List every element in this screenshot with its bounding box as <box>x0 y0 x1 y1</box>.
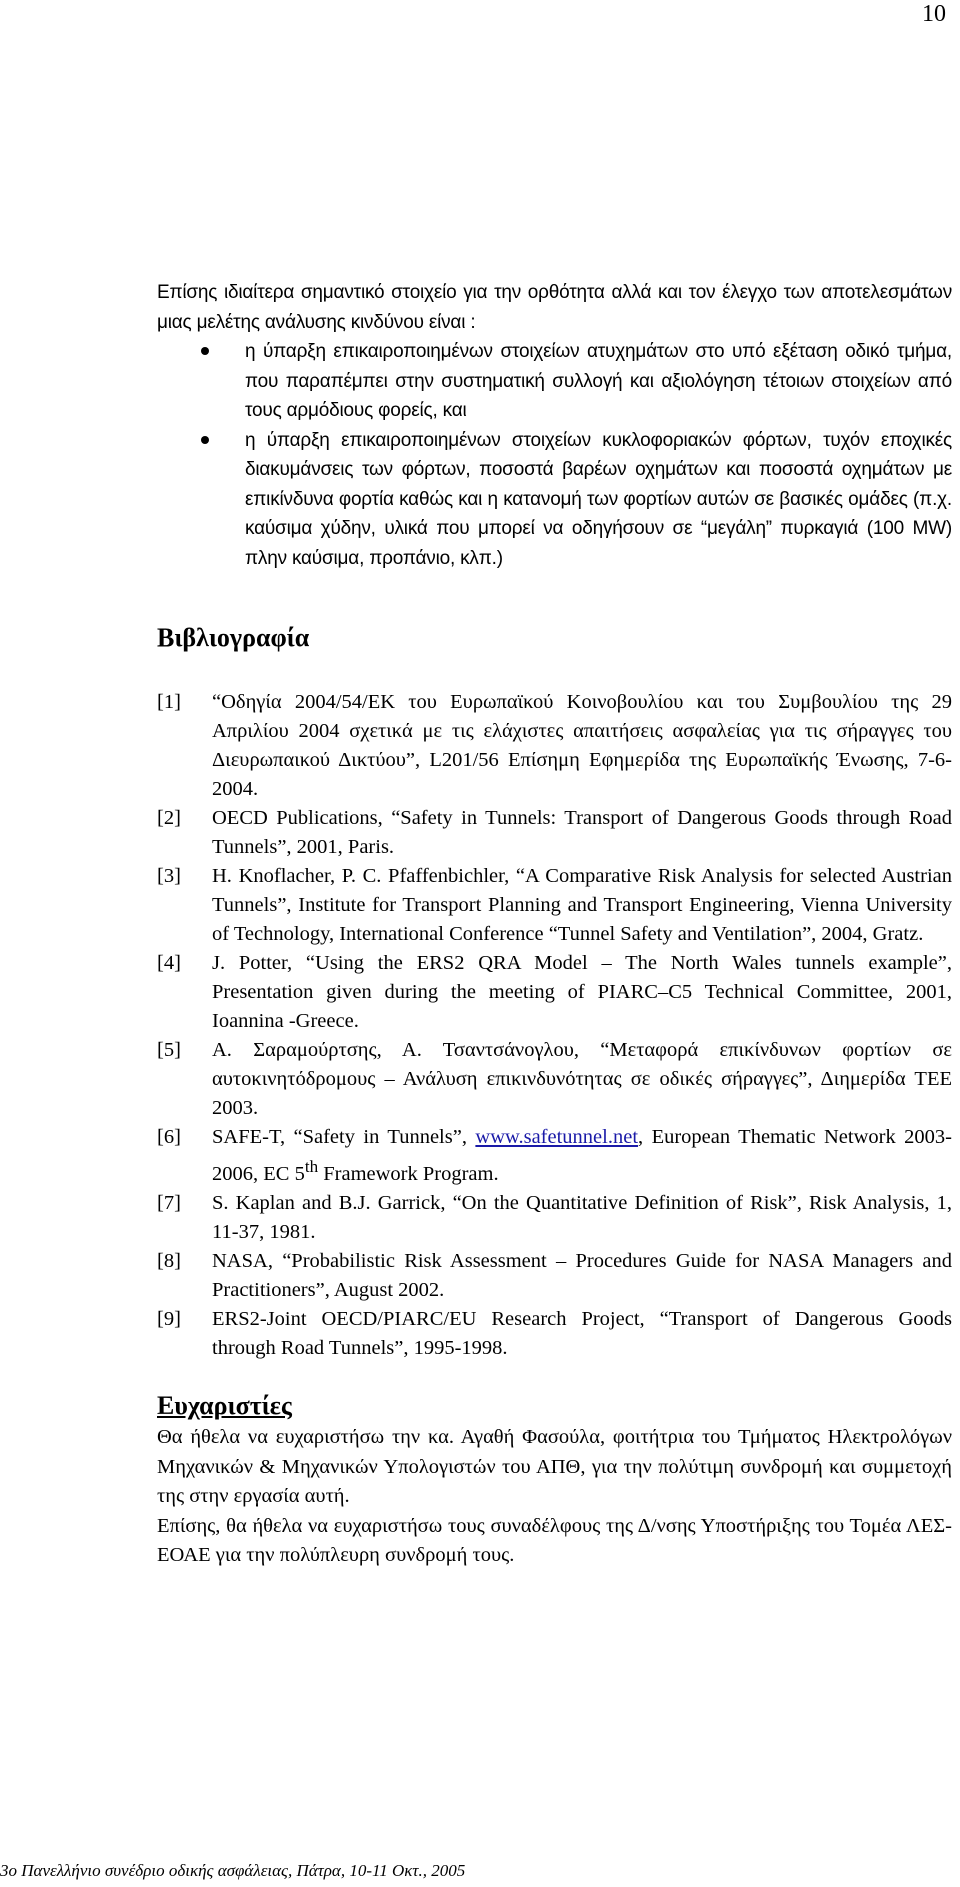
reference-text: “Οδηγία 2004/54/ΕΚ του Ευρωπαϊκού Κοινοβουλίου και του Συμβουλίου της 29 Απριλίου 2004 σχετικά με τις ελάχιστες απαιτήσεις ασφαλείας για τις σήραγγες του Διευρωπαικού Δικτύου”, L201/56 Επίσημη Εφημερίδα της Ευρωπαϊκής Ένωσης, 7-6-2004. <box>212 691 952 800</box>
reference-item <box>157 1189 952 1247</box>
acknowledgements-paragraph: Επίσης, θα ήθελα να ευχαριστήσω τους συναδέλφους της Δ/νσης Υποστήριξης του Τομέα ΛΕΣ-ΕΟΑΕ για την πολύπλευρη συνδρομή τους. <box>157 1514 952 1566</box>
bullet-list <box>157 337 952 573</box>
reference-number: [4] <box>157 952 181 974</box>
reference-item <box>157 1123 952 1189</box>
bullet-dot-icon <box>201 436 209 444</box>
reference-text: J. Potter, “Using the ERS2 QRA Model – The North Wales tunnels example”, Presentation given during the meeting of PIARC–C5 Technical Committee, 2001, Ioannina -Greece. <box>212 952 952 1032</box>
reference-item <box>157 804 952 862</box>
intro-paragraph: Επίσης ιδιαίτερα σημαντικό στοιχείο για την ορθότητα αλλά και τον έλεγχο των αποτελεσμάτων μιας μελέτης ανάλυσης κινδύνου είναι : <box>157 282 952 333</box>
reference-text-start: SAFE-T, “Safety in Tunnels”, <box>212 1126 476 1148</box>
references-list <box>157 688 952 1363</box>
reference-text: S. Kaplan and B.J. Garrick, “On the Quantitative Definition of Risk”, Risk Analysis, 1, 11-37, 1981. <box>212 1191 952 1243</box>
acknowledgements-heading: Ευχαριστίες <box>157 1391 292 1420</box>
reference-number: [6] <box>157 1126 181 1148</box>
acknowledgements-section <box>157 1423 952 1571</box>
reference-text: OECD Publications, “Safety in Tunnels: Transport of Dangerous Goods through Road Tunnels”, 2001, Paris. <box>212 807 952 858</box>
reference-item <box>157 1247 952 1305</box>
reference-number: [8] <box>157 1249 181 1272</box>
reference-text: Α. Σαραμούρτσης, Α. Τσαντσάνογλου, “Μεταφορά επικίνδυνων φορτίων σε αυτοκινητόδρομους – Ανάλυση επικινδυνότητας σε οδικές σήραγγες”, Διημερίδα ΤΕΕ 2003. <box>212 1039 952 1119</box>
safetunnel-link[interactable]: www.safetunnel.net <box>475 1126 639 1148</box>
reference-text-end: Framework Program. <box>318 1162 499 1185</box>
reference-item <box>157 1305 952 1363</box>
bullet-text: η ύπαρξη επικαιροποιημένων στοιχείων κυκλοφοριακών φόρτων, τυχόν εποχικές διακυμάνσεις των φόρτων, ποσοστά βαρέων οχημάτων και ποσοστά οχημάτων με επικίνδυνα φορτία καθώς και η κατανομή των φορτίων αυτών σε βασικές ομάδες (π.χ. καύσιμα χύδην, υλικά που μπορεί να οδηγήσουν σε “μεγάλη” πυρκαγιά (100 MW) πλην καύσιμα, προπάνιο, κλπ.) <box>245 429 952 569</box>
intro-section <box>157 278 952 573</box>
reference-text: ERS2-Joint OECD/PIARC/EU Research Project, “Transport of Dangerous Goods through Road Tunnels”, 1995-1998. <box>212 1307 952 1359</box>
reference-number: [1] <box>157 691 181 713</box>
reference-number: [5] <box>157 1039 181 1061</box>
reference-number: [3] <box>157 865 181 887</box>
reference-item <box>157 949 952 1036</box>
reference-text: H. Knoflacher, P. C. Pfaffenbichler, “A Comparative Risk Analysis for selected Austrian Tunnels”, Institute for Transport Planning and Transport Engineering, Vienna University of Technology, International Conference “Tunnel Safety and Ventilation”, 2004, Gratz. <box>212 865 952 945</box>
superscript-th: th <box>304 1157 319 1176</box>
bullet-item <box>157 426 952 574</box>
reference-item <box>157 1036 952 1123</box>
bullet-text: η ύπαρξη επικαιροποιημένων στοιχείων ατυχημάτων στο υπό εξέταση οδικό τμήμα, που παραπέμπει στην συστηματική συλλογή και αξιολόγηση τέτοιων στοιχείων από τους αρμόδιους φορείς, και <box>245 341 952 421</box>
reference-item <box>157 862 952 949</box>
bullet-item <box>157 337 952 426</box>
bullet-dot-icon <box>201 347 209 355</box>
reference-text: NASA, “Probabilistic Risk Assessment – Procedures Guide for NASA Managers and Practitioners”, August 2002. <box>212 1249 952 1301</box>
references-heading: Βιβλιογραφία <box>157 623 310 652</box>
acknowledgements-paragraph: Θα ήθελα να ευχαριστήσω την κα. Αγαθή Φασούλα, φοιτήτρια του Τμήματος Ηλεκτρολόγων Μηχανικών & Μηχανικών Υπολογιστών του ΑΠΘ, για την πολύτιμη συνδρομή και συμμετοχή της στην εργασία αυτή. <box>157 1426 952 1507</box>
reference-number: [7] <box>157 1191 181 1214</box>
reference-number: [9] <box>157 1307 181 1330</box>
page-number: 10 <box>922 1 946 27</box>
reference-item <box>157 688 952 804</box>
reference-number: [2] <box>157 807 181 829</box>
page-footer: 3ο Πανελλήνιο συνέδριο οδικής ασφάλειας, Πάτρα, 10-11 Οκτ., 2005 <box>0 1861 466 1880</box>
reference-text-middle: , European Thematic Network 2003-2006, EC 5 <box>212 1126 952 1185</box>
